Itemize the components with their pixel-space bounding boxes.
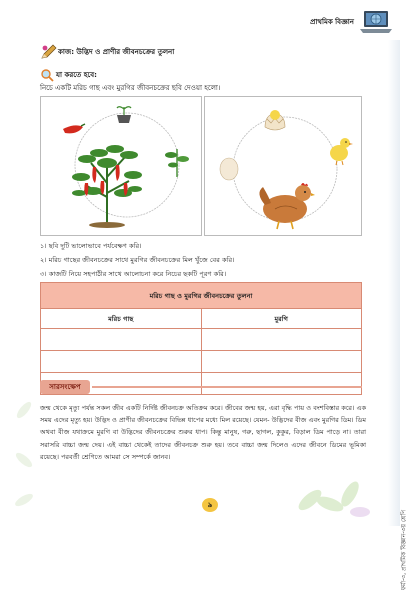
page-header	[310, 8, 394, 36]
table-cell[interactable]	[201, 329, 362, 351]
chili-lifecycle-picture	[40, 96, 202, 236]
summary-label: সারসংক্ষেপ	[49, 383, 81, 391]
summary-divider	[92, 386, 362, 388]
summary-paragraph: জন্ম থেকে মৃত্যু পর্যন্ত সকল জীব একটি নির্দিষ্ট জীবনচক্র অতিক্রম করে। জীবের জন্ম হয়, এরা বৃদ্ধি পায় ও বংশবিস্তার করে। এক সময় এদের মৃত্যু হয়। উদ্ভিদ ও প্রাণীর জীবনচক্রের বিভিন্ন ধাপের মধ্যে মিল রয়েছে। যেমন- উদ্ভিদের বীজ এবং মুরগির ডিম। ডিম অথবা বীজ যথাক্রমে মুরগি বা উদ্ভিদের জীবনচক্রের শুরুর ধাপ। কিন্তু মানুষ, গরু, ছাগল, কুকুর, বিড়াল ডিম পাড়ে না। তারা সরাসরি বাচ্চা জন্ম দেয়। এই বাচ্চা থেকেই তাদের জীবনচক্র শুরু হয়। তবে বাচ্চা জন্ম দিলেও এদের জীবনে ডিমের ভূমিকা রয়েছে। পরবর্তী শ্রেণিতে আমরা সে সম্পর্কে জানব।	[40, 404, 366, 461]
table-title: মরিচ গাছ ও মুরগির জীবনচক্রের তুলনা	[41, 283, 362, 309]
header-title: প্রাথমিক বিজ্ঞান	[310, 18, 354, 26]
leaf-decoration-left-icon	[10, 380, 38, 520]
table-cell[interactable]	[201, 351, 362, 373]
column-header-hen: মুরগি	[201, 309, 362, 329]
table-cell[interactable]	[201, 373, 362, 395]
chili-lifecycle-illustration	[41, 97, 201, 235]
todo-label: যা করতে হবে:	[56, 71, 97, 79]
todo-heading	[40, 68, 97, 82]
magnifier-icon	[40, 68, 54, 82]
table-row	[41, 351, 362, 373]
page-number-badge	[202, 498, 218, 512]
question-2: ২। মরিচ গাছের জীবনচক্রের সাথে মুরগির জীবনচক্রের মিল খুঁজে বের করি।	[40, 256, 235, 264]
hen-lifecycle-illustration	[205, 97, 361, 235]
page-spine	[388, 40, 407, 590]
leaf-decoration-icon	[290, 460, 370, 520]
table-row	[41, 329, 362, 351]
task-heading	[40, 44, 174, 60]
table-cell[interactable]	[41, 329, 202, 351]
page-number: ৯	[207, 501, 213, 509]
task-label: কাজ: উদ্ভিদ ও প্রাণীর জীবনচক্রের তুলনা	[58, 48, 175, 56]
summary-badge	[40, 380, 90, 394]
question-1: ১। ছবি দুটি ভালোভাবে পর্যবেক্ষণ করি।	[40, 242, 142, 250]
column-header-chili: মরিচ গাছ	[41, 309, 202, 329]
question-3: ৩। কাজটি নিয়ে সহপাঠীর সাথে আলোচনা করে নিচের ছকটি পূরণ করি।	[40, 270, 227, 278]
comparison-table	[40, 282, 362, 395]
table-cell[interactable]	[41, 351, 202, 373]
hen-lifecycle-picture	[204, 96, 362, 236]
spine-text: ফর্মা-৩, প্রাথমিক বিজ্ঞান-৩য় শ্রেণি	[400, 510, 407, 590]
laptop-globe-icon	[358, 9, 394, 35]
intro-text: নিচে একটি মরিচ গাছ এবং মুরগির জীবনচক্রের ছবি দেওয়া হলো।	[40, 84, 221, 92]
pencil-icon	[40, 44, 58, 60]
